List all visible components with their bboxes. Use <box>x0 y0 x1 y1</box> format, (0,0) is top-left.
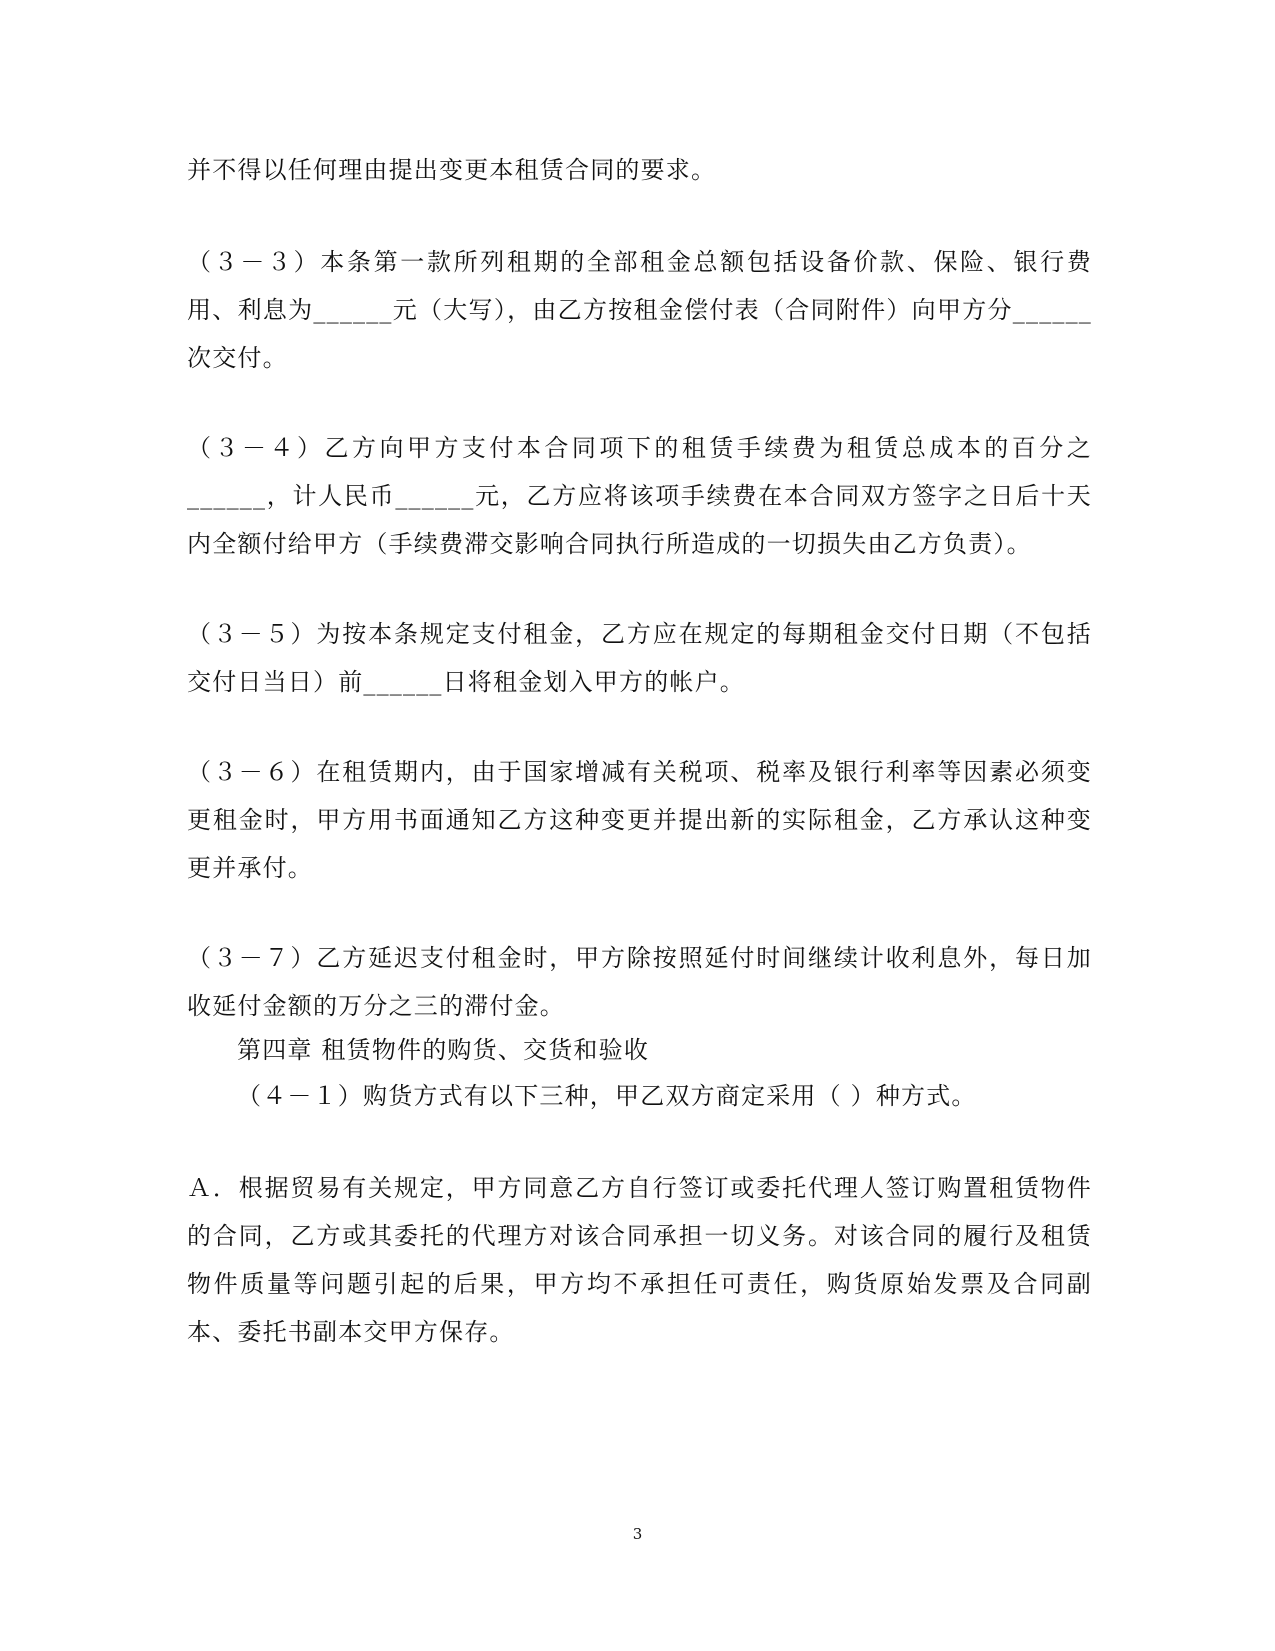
clause-4-1-option-a: Ａ．根据贸易有关规定，甲方同意乙方自行签订或委托代理人签订购置租赁物件的合同，乙方或其委托的代理方对该合同承担一切义务。对该合同的履行及租赁物件质量等问题引起的后果，甲方均不承担任可责任，购货原始发票及合同副本、委托书副本交甲方保存。 <box>187 1174 1092 1346</box>
paragraph-continuation: 并不得以任何理由提出变更本租赁合同的要求。 <box>187 156 717 184</box>
clause-3-7: （３－７）乙方延迟支付租金时，甲方除按照延付时间继续计收利息外，每日加收延付金额的万分之三的滞付金。 <box>187 944 1092 1020</box>
clause-3-4: （３－４）乙方向甲方支付本合同项下的租赁手续费为租赁总成本的百分之______，计人民币______元，乙方应将该项手续费在本合同双方签字之日后十天内全额付给甲方（手续费滞交影响合同执行所造成的一切损失由乙方负责）。 <box>187 434 1092 558</box>
clause-3-6: （３－６）在租赁期内，由于国家增减有关税项、税率及银行利率等因素必须变更租金时，甲方用书面通知乙方这种变更并提出新的实际租金，乙方承认这种变更并承付。 <box>187 758 1092 882</box>
clause-3-3: （３－３）本条第一款所列租期的全部租金总额包括设备价款、保险、银行费用、利息为______元（大写），由乙方按租金偿付表（合同附件）向甲方分______次交付。 <box>187 248 1092 372</box>
page-number: 3 <box>632 1525 643 1543</box>
clause-4-1: （４－１）购货方式有以下三种，甲乙双方商定采用（ ）种方式。 <box>237 1082 977 1110</box>
clause-3-5: （３－５）为按本条规定支付租金，乙方应在规定的每期租金交付日期（不包括交付日当日）前______日将租金划入甲方的帐户。 <box>187 620 1092 696</box>
chapter-4-heading: 第四章 租赁物件的购货、交货和验收 <box>237 1036 650 1064</box>
